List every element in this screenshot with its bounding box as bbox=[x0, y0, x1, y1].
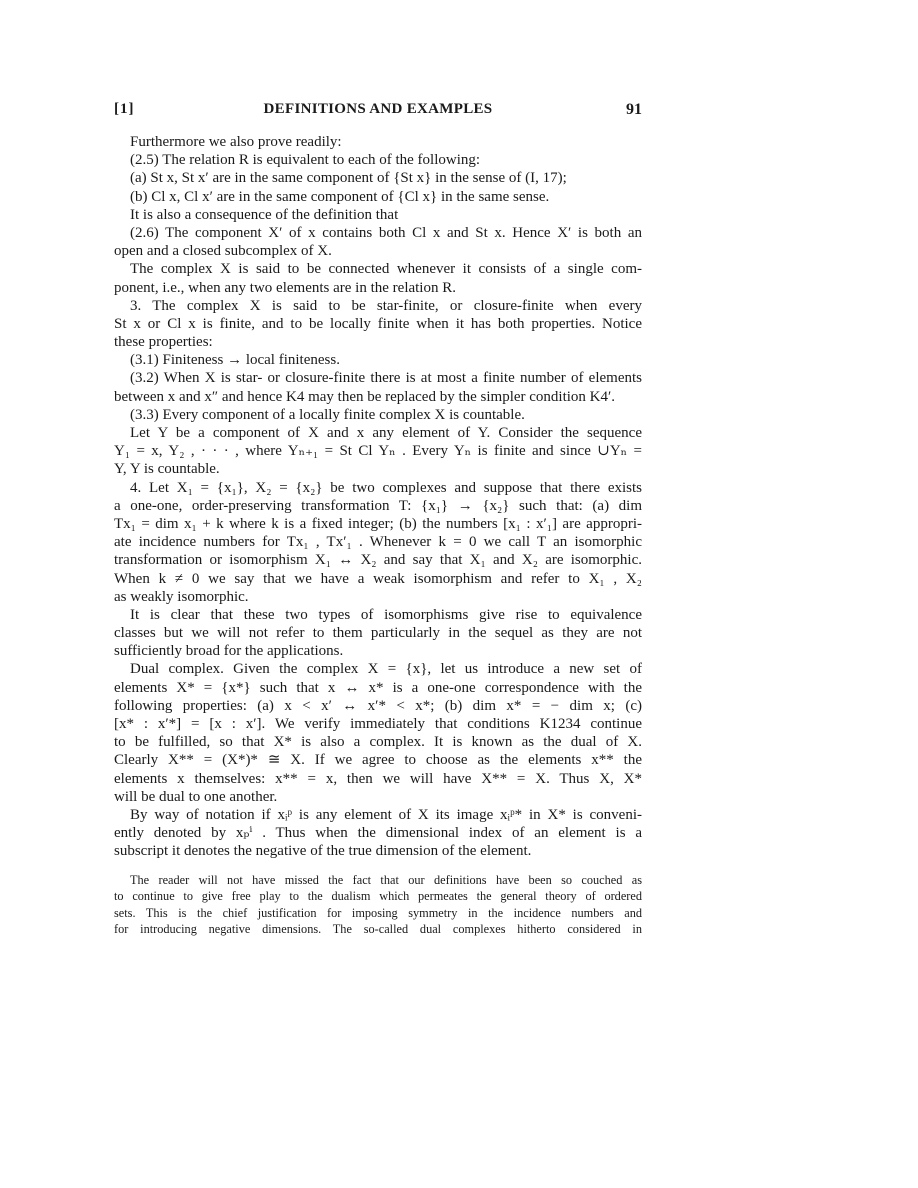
text-line: Let Y be a component of X and x any element of Y. Consider the sequence bbox=[130, 425, 642, 441]
footnote-line: The reader will not have missed the fact that our definitions have been so couched as bbox=[130, 873, 642, 887]
page-number: 91 bbox=[626, 101, 642, 118]
text-line: (2.6) The component X′ of x contains both Cl x and St x. Hence X′ is both an bbox=[130, 224, 642, 241]
text-line: will be dual to one another. bbox=[114, 788, 278, 805]
text-line: these properties: bbox=[114, 334, 213, 351]
text-line: 3. The complex X is said to be star-finite, or closure-finite when every bbox=[130, 297, 642, 314]
text-line: Dual complex. Given the complex X = {x}, let us introduce a new set of bbox=[130, 661, 642, 678]
footnote-line: sets. This is the chief justification for imposing symmetry in the incidence numbers and bbox=[114, 905, 642, 920]
text-line: sufficiently broad for the applications. bbox=[114, 643, 344, 660]
text-line: following properties: (a) x < x′ ↔ x′* < x*; (b) dim x* = − dim x; (c) bbox=[114, 697, 642, 714]
footnote bbox=[114, 872, 642, 937]
text-line: ently denoted by xₚⁱ . Thus when the dimensional index of an element is a bbox=[114, 825, 642, 842]
text-line: as weakly isomorphic. bbox=[114, 588, 249, 605]
text-line: to be fulfilled, so that X* is also a complex. It is known as the dual of X. bbox=[114, 734, 642, 751]
text-line: Y₁ = x, Y₂ , · · · , where Yₙ₊₁ = St Cl Yₙ . Every Yₙ is finite and since ∪Yₙ = bbox=[114, 443, 642, 460]
text-line: Clearly X** = (X*)* ≅ X. If we agree to choose as the elements x** the bbox=[114, 752, 642, 769]
running-header bbox=[114, 101, 642, 121]
text-line: St x or Cl x is finite, and to be locally finite when it has both properties. Notice bbox=[114, 315, 642, 332]
footnote-line: to continue to give free play to the dualism which permeates the general theory of ordered bbox=[114, 889, 642, 904]
text-line: (3.1) Finiteness → local finiteness. bbox=[130, 352, 340, 369]
text-line: open and a closed subcomplex of X. bbox=[114, 243, 332, 260]
text-line: between x and x″ and hence K4 may then be replaced by the simpler condition K4′. bbox=[114, 388, 616, 405]
running-title: DEFINITIONS AND EXAMPLES bbox=[263, 101, 493, 117]
text-line: By way of notation if xᵢᵖ is any element of X its image xᵢᵖ* in X* is conveni- bbox=[130, 806, 642, 823]
text-line: [x* : x′*] = [x : x′]. We verify immediately that conditions K1234 continue bbox=[114, 716, 642, 732]
text-line: ate incidence numbers for Tx₁ , Tx′₁ . Whenever k = 0 we call T an isomorphic bbox=[114, 534, 642, 551]
text-line: The complex X is said to be connected whenever it consists of a single com- bbox=[130, 261, 642, 278]
text-line: When k ≠ 0 we say that we have a weak isomorphism and refer to X₁ , X₂ bbox=[114, 570, 642, 587]
text-line: ponent, i.e., when any two elements are in the relation R. bbox=[114, 279, 456, 296]
section-number: [1] bbox=[114, 101, 135, 117]
text-line: It is clear that these two types of isomorphisms give rise to equivalence bbox=[130, 606, 642, 623]
text-line: elements X* = {x*} such that x ↔ x* is a one-one correspondence with the bbox=[114, 679, 642, 696]
text-line: (3.3) Every component of a locally finite complex X is countable. bbox=[130, 406, 525, 423]
text-line: Tx₁ = dim x₁ + k where k is a fixed integer; (b) the numbers [x₁ : x′₁] are appropri- bbox=[114, 515, 642, 532]
text-line: transformation or isomorphism X₁ ↔ X₂ and say that X₁ and X₂ are isomorphic. bbox=[114, 552, 642, 569]
text-line: a one-one, order-preserving transformation T: {x₁} → {x₂} such that: (a) dim bbox=[114, 497, 642, 514]
main-text bbox=[114, 133, 642, 861]
footnote-line: for introducing negative dimensions. The so-called dual complexes hitherto considered in bbox=[114, 921, 642, 936]
text-line: 4. Let X₁ = {x₁}, X₂ = {x₂} be two complexes and suppose that there exists bbox=[130, 479, 642, 496]
text-line: It is also a consequence of the definition that bbox=[130, 206, 399, 223]
text-line: classes but we will not refer to them particularly in the sequel as they are not bbox=[114, 625, 642, 642]
text-line: Furthermore we also prove readily: bbox=[130, 134, 342, 150]
text-line: elements x themselves: x** = x, then we will have X** = X. Thus X, X* bbox=[114, 770, 642, 787]
text-line: (b) Cl x, Cl x′ are in the same component of {Cl x} in the same sense. bbox=[130, 188, 550, 205]
text-line: (2.5) The relation R is equivalent to each of the following: bbox=[130, 152, 481, 169]
text-line: Y, Y is countable. bbox=[114, 461, 220, 478]
text-line: subscript it denotes the negative of the true dimension of the element. bbox=[114, 843, 532, 860]
text-line: (3.2) When X is star- or closure-finite there is at most a finite number of elements bbox=[130, 370, 642, 387]
text-line: (a) St x, St x′ are in the same component of {St x} in the sense of (I, 17); bbox=[130, 170, 567, 187]
